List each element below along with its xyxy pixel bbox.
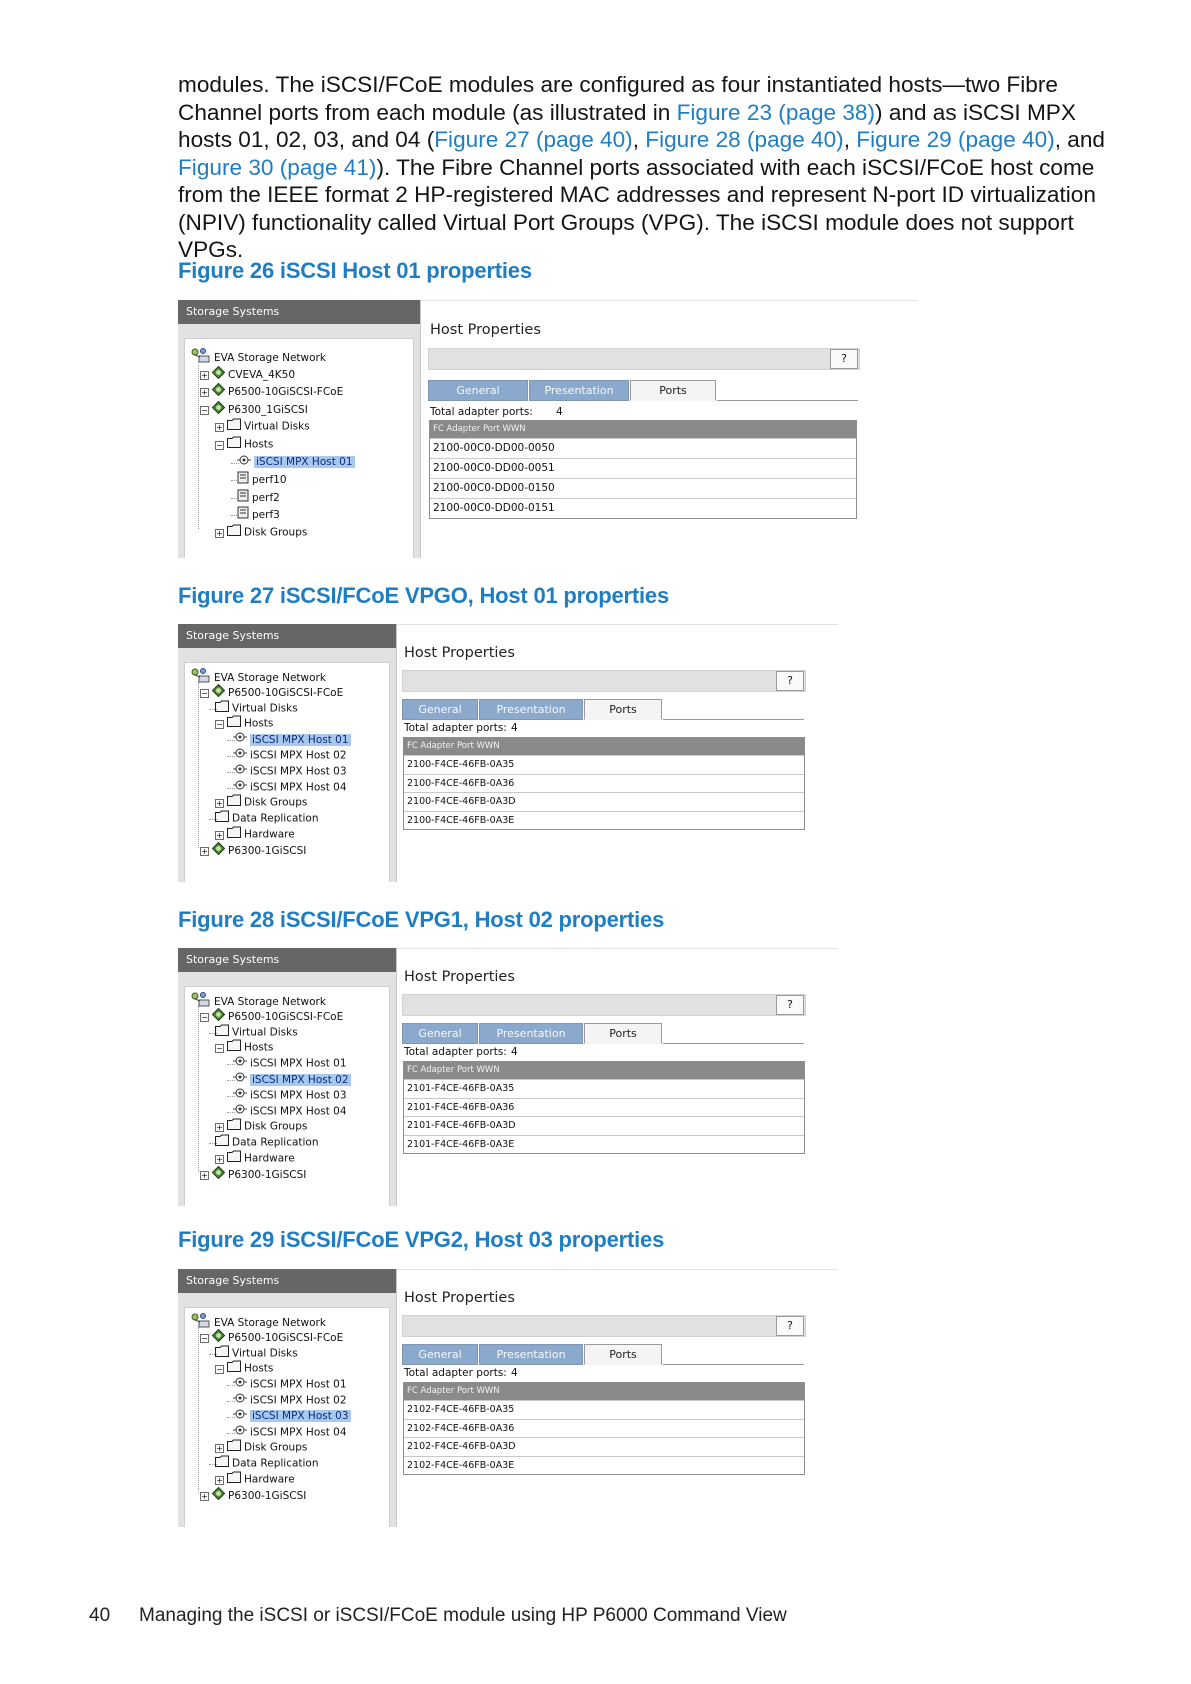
navigation-tree xyxy=(184,986,390,1206)
tree-item-p6300-1giscsi[interactable] xyxy=(200,401,308,418)
total-adapter-ports xyxy=(404,1046,604,1058)
link-figure-23[interactable]: Figure 23 (page 38) xyxy=(676,99,876,125)
tree-item-eva-storage-network[interactable] xyxy=(191,1313,326,1330)
tree-item-label: Disk Groups xyxy=(244,1441,308,1454)
collapse-icon[interactable]: − xyxy=(216,440,223,450)
tree-item-hosts[interactable] xyxy=(215,1360,273,1377)
tree-item-label: iSCSI MPX Host 04 xyxy=(250,1426,347,1439)
tree-item-virtual-disks[interactable] xyxy=(215,418,310,435)
tree-item-label: Data Replication xyxy=(232,812,319,825)
page-number: 40 xyxy=(89,1605,111,1626)
table-header: FC Adapter Port WWN xyxy=(404,1382,804,1400)
tree-item-label: P6500-10GiSCSI-FCoE xyxy=(228,1010,344,1023)
tree-item-p6500-10giscsi-fcoe[interactable] xyxy=(200,1008,343,1025)
tree-item-label: perf3 xyxy=(252,509,280,522)
tree-item-label: Virtual Disks xyxy=(244,420,310,433)
storage-systems-panel xyxy=(178,300,421,558)
tab-presentation[interactable]: Presentation xyxy=(529,380,629,401)
table-row[interactable]: 2101-F4CE-46FB-0A35 xyxy=(404,1079,804,1098)
tree-item-label: Hosts xyxy=(244,438,274,451)
expand-icon[interactable]: + xyxy=(201,370,208,380)
tree-item-label: P6300-1GiSCSI xyxy=(228,844,307,857)
tree-item-label: Data Replication xyxy=(232,1136,319,1149)
tree-item-hosts[interactable] xyxy=(215,1039,273,1056)
tab-ports[interactable]: Ports xyxy=(584,1344,662,1365)
tree-item-iscsi-mpx-host-03[interactable] xyxy=(233,763,347,780)
tree-item-p6500-10giscsi-fcoe[interactable] xyxy=(200,1329,343,1346)
tree-item-label: iSCSI MPX Host 03 xyxy=(252,1410,349,1423)
tree-item-iscsi-mpx-host-04[interactable] xyxy=(233,1103,347,1120)
collapse-icon[interactable]: − xyxy=(216,1043,223,1053)
table-row[interactable]: 2100-F4CE-46FB-0A3E xyxy=(404,811,804,830)
tree-item-hardware[interactable] xyxy=(215,1150,295,1167)
expand-icon[interactable]: + xyxy=(216,798,223,808)
folder-icon xyxy=(227,418,241,436)
total-adapter-ports-value: 4 xyxy=(511,1046,518,1058)
collapse-icon[interactable]: − xyxy=(201,1333,208,1343)
tree-item-disk-groups[interactable] xyxy=(215,794,307,811)
wwn-table xyxy=(429,420,857,519)
expand-icon[interactable]: + xyxy=(216,1475,223,1485)
help-button[interactable]: ? xyxy=(776,1316,804,1336)
expand-icon[interactable]: + xyxy=(201,846,208,856)
tree-item-label: Hardware xyxy=(244,1473,295,1486)
table-header: FC Adapter Port WWN xyxy=(404,737,804,755)
storage-systems-panel xyxy=(178,1269,397,1527)
property-tabs xyxy=(402,699,804,720)
page-footer xyxy=(89,1605,787,1627)
expand-icon[interactable]: + xyxy=(201,1491,208,1501)
toolbar xyxy=(428,348,860,370)
table-row[interactable]: 2102-F4CE-46FB-0A36 xyxy=(404,1419,804,1438)
storage-system-icon xyxy=(212,366,225,385)
tab-presentation[interactable]: Presentation xyxy=(479,1023,583,1044)
tree-item-label: P6500-10GiSCSI-FCoE xyxy=(228,1331,344,1344)
figure-28-caption: Figure 28 iSCSI/FCoE VPG1, Host 02 properties xyxy=(178,907,665,932)
link-figure-28[interactable]: Figure 28 (page 40) xyxy=(645,127,844,152)
tree-item-disk-groups[interactable] xyxy=(215,524,307,541)
tree-item-label: iSCSI MPX Host 04 xyxy=(250,1105,347,1118)
figure-29-screenshot xyxy=(178,1269,838,1527)
help-button[interactable]: ? xyxy=(776,671,804,691)
wwn-table xyxy=(403,1061,805,1154)
tree-item-iscsi-mpx-host-02[interactable] xyxy=(233,747,347,764)
tree-item-label: Virtual Disks xyxy=(232,702,298,715)
tree-item-virtual-disks[interactable] xyxy=(215,1345,298,1362)
expand-icon[interactable]: + xyxy=(216,1443,223,1453)
navigation-tree xyxy=(184,662,390,882)
storage-system-icon xyxy=(212,842,225,861)
figure-26-screenshot xyxy=(178,300,918,558)
tree-item-label: iSCSI MPX Host 03 xyxy=(250,765,347,778)
tree-item-hosts[interactable] xyxy=(215,436,273,453)
total-adapter-ports-label: Total adapter ports: xyxy=(404,1046,507,1058)
tree-item-eva-storage-network[interactable] xyxy=(191,668,326,685)
table-row[interactable]: 2100-00C0-DD00-0050 xyxy=(430,438,856,458)
tree-item-label: iSCSI MPX Host 02 xyxy=(252,1073,349,1086)
tree-item-label: iSCSI MPX Host 04 xyxy=(250,781,347,794)
table-row[interactable]: 2100-F4CE-46FB-0A3D xyxy=(404,792,804,811)
table-row[interactable]: 2100-00C0-DD00-0151 xyxy=(430,498,856,518)
iscsi-host-icon xyxy=(237,454,251,472)
tree-item-data-replication[interactable] xyxy=(215,1134,319,1151)
tree-item-label: CVEVA_4K50 xyxy=(228,368,296,381)
total-adapter-ports-label: Total adapter ports: xyxy=(404,722,507,734)
panel-title: Storage Systems xyxy=(178,1269,396,1293)
tree-item-label: Disk Groups xyxy=(244,796,308,809)
tree-item-label: Hosts xyxy=(244,1362,274,1375)
link-figure-30[interactable]: Figure 30 (page 41) xyxy=(178,154,377,180)
tree-item-iscsi-mpx-host-01[interactable] xyxy=(233,731,351,748)
storage-system-icon xyxy=(212,1166,225,1185)
tree-item-label: P6500-10GiSCSI-FCoE xyxy=(228,386,344,399)
tree-item-hardware[interactable] xyxy=(215,826,295,843)
property-tabs xyxy=(402,1023,804,1044)
figure-28-screenshot xyxy=(178,948,838,1206)
tab-presentation[interactable]: Presentation xyxy=(479,1344,583,1365)
total-adapter-ports-value: 4 xyxy=(556,406,563,418)
tree-item-hardware[interactable] xyxy=(215,1471,295,1488)
tree-item-label: EVA Storage Network xyxy=(214,672,326,684)
tree-item-iscsi-mpx-host-01[interactable] xyxy=(233,1055,347,1072)
tab-presentation[interactable]: Presentation xyxy=(479,699,583,720)
tree-item-p6500-10giscsi-fcoe[interactable] xyxy=(200,383,343,400)
storage-system-icon xyxy=(212,383,225,402)
tree-item-label: iSCSI MPX Host 03 xyxy=(250,1089,347,1102)
total-adapter-ports-label: Total adapter ports: xyxy=(404,1367,507,1379)
folder-icon xyxy=(227,524,241,542)
link-figure-27[interactable]: Figure 27 (page 40) xyxy=(434,127,633,152)
tree-item-iscsi-mpx-host-03[interactable] xyxy=(233,1408,351,1425)
tree-item-label: Hardware xyxy=(244,828,295,841)
tab-general[interactable]: General xyxy=(402,1344,478,1365)
link-figure-29[interactable]: Figure 29 (page 40) xyxy=(856,127,1055,152)
figure-26-caption: Figure 26 iSCSI Host 01 properties xyxy=(178,258,532,283)
table-row[interactable]: 2101-F4CE-46FB-0A36 xyxy=(404,1098,804,1117)
tree-item-iscsi-mpx-host-01[interactable] xyxy=(237,454,355,471)
tree-item-iscsi-mpx-host-04[interactable] xyxy=(233,779,347,796)
storage-system-icon xyxy=(212,401,225,420)
tree-item-label: P6300_1GiSCSI xyxy=(228,403,308,416)
help-button[interactable]: ? xyxy=(776,995,804,1015)
tree-item-label: Hardware xyxy=(244,1152,295,1165)
tree-item-label: iSCSI MPX Host 02 xyxy=(250,749,347,762)
tree-item-label: perf2 xyxy=(252,491,280,504)
tree-item-label: P6300-1GiSCSI xyxy=(228,1489,307,1502)
figure-29-caption: Figure 29 iSCSI/FCoE VPG2, Host 03 properties xyxy=(178,1227,665,1252)
total-adapter-ports xyxy=(404,722,604,734)
tree-item-perf10[interactable] xyxy=(237,471,287,488)
intro-paragraph: modules. The iSCSI/FCoE modules are configured as four instantiated hosts—two Fibre Channel ports from each module (as illustrated in Figure 23 (page 38)) and as iSCSI MPX hosts 01, 02, 03, and 04 (Figure 27 (page 40), Figure 28 (page 40), Figure 29 (page 40), and Figure 30 (page 41)). The Fibre Channel ports associated with each iSCSI/FCoE host come from the IEEE format 2 HP-registered MAC addresses and represent N-port ID virtualization (NPIV) functionality called Virtual Port Groups (VPG). The iSCSI module does not support VPGs. xyxy=(178,72,1105,262)
table-row[interactable]: 2100-F4CE-46FB-0A36 xyxy=(404,774,804,793)
toolbar xyxy=(402,1315,806,1337)
tree-item-iscsi-mpx-host-04[interactable] xyxy=(233,1424,347,1441)
storage-system-icon xyxy=(212,1487,225,1506)
tree-item-label: EVA Storage Network xyxy=(214,352,326,364)
tree-item-iscsi-mpx-host-02[interactable] xyxy=(233,1392,347,1409)
panel-title: Storage Systems xyxy=(178,948,396,972)
tree-item-label: iSCSI MPX Host 01 xyxy=(252,733,349,746)
table-row[interactable]: 2100-00C0-DD00-0051 xyxy=(430,458,856,478)
tree-item-label: P6300-1GiSCSI xyxy=(228,1168,307,1181)
host-properties-title: Host Properties xyxy=(430,322,541,338)
tree-item-label: EVA Storage Network xyxy=(214,996,326,1008)
expand-icon[interactable]: + xyxy=(201,388,208,398)
tree-item-disk-groups[interactable] xyxy=(215,1118,307,1135)
tree-item-eva-storage-network[interactable] xyxy=(191,992,326,1009)
collapse-icon[interactable]: − xyxy=(201,688,208,698)
tree-item-label: perf10 xyxy=(252,474,287,487)
tab-general[interactable]: General xyxy=(402,1023,478,1044)
table-row[interactable]: 2101-F4CE-46FB-0A3D xyxy=(404,1116,804,1135)
collapse-icon[interactable]: − xyxy=(216,1364,223,1374)
navigation-tree xyxy=(184,338,414,558)
tree-item-label: iSCSI MPX Host 01 xyxy=(250,1057,347,1070)
figure-27-screenshot xyxy=(178,624,838,882)
tab-general[interactable]: General xyxy=(428,380,528,401)
table-header: FC Adapter Port WWN xyxy=(430,420,856,438)
table-row[interactable]: 2100-00C0-DD00-0150 xyxy=(430,478,856,498)
tree-item-label: Disk Groups xyxy=(244,1120,308,1133)
collapse-icon[interactable]: − xyxy=(201,1012,208,1022)
tree-item-p6300-1giscsi[interactable] xyxy=(200,842,306,859)
storage-systems-panel xyxy=(178,948,397,1206)
expand-icon[interactable]: + xyxy=(216,528,223,538)
total-adapter-ports-value: 4 xyxy=(511,1367,518,1379)
tree-item-label: Disk Groups xyxy=(244,526,308,539)
host-properties-title: Host Properties xyxy=(404,969,515,985)
property-tabs xyxy=(428,380,858,401)
tree-item-perf3[interactable] xyxy=(237,506,280,523)
table-row[interactable]: 2102-F4CE-46FB-0A3E xyxy=(404,1456,804,1475)
table-row[interactable]: 2102-F4CE-46FB-0A3D xyxy=(404,1437,804,1456)
tree-item-label: iSCSI MPX Host 01 xyxy=(250,1378,347,1391)
tree-item-eva-storage-network[interactable] xyxy=(191,348,326,365)
collapse-icon[interactable]: − xyxy=(201,405,208,415)
tab-ports[interactable]: Ports xyxy=(630,380,716,401)
tree-item-data-replication[interactable] xyxy=(215,810,319,827)
toolbar xyxy=(402,670,806,692)
tree-item-label: iSCSI MPX Host 02 xyxy=(250,1394,347,1407)
table-header: FC Adapter Port WWN xyxy=(404,1061,804,1079)
tab-general[interactable]: General xyxy=(402,699,478,720)
expand-icon[interactable]: + xyxy=(216,1154,223,1164)
toolbar xyxy=(402,994,806,1016)
tree-item-label: P6500-10GiSCSI-FCoE xyxy=(228,686,344,699)
table-row[interactable]: 2100-F4CE-46FB-0A35 xyxy=(404,755,804,774)
storage-systems-panel xyxy=(178,624,397,882)
tree-item-virtual-disks[interactable] xyxy=(215,1024,298,1041)
tree-item-p6300-1giscsi[interactable] xyxy=(200,1166,306,1183)
total-adapter-ports xyxy=(430,406,630,418)
table-row[interactable]: 2101-F4CE-46FB-0A3E xyxy=(404,1135,804,1154)
tree-item-label: Virtual Disks xyxy=(232,1347,298,1360)
tab-ports[interactable]: Ports xyxy=(584,1023,662,1044)
wwn-table xyxy=(403,1382,805,1475)
wwn-table xyxy=(403,737,805,830)
tree-item-hosts[interactable] xyxy=(215,715,273,732)
panel-title: Storage Systems xyxy=(178,624,396,648)
help-button[interactable]: ? xyxy=(830,349,858,369)
figure-27-caption: Figure 27 iSCSI/FCoE VPGO, Host 01 properties xyxy=(178,583,670,608)
tree-item-perf2[interactable] xyxy=(237,489,280,506)
expand-icon[interactable]: + xyxy=(216,830,223,840)
host-properties-title: Host Properties xyxy=(404,1290,515,1306)
footer-text: Managing the iSCSI or iSCSI/FCoE module using HP P6000 Command View xyxy=(139,1605,787,1626)
tree-item-label: iSCSI MPX Host 01 xyxy=(256,456,353,469)
tree-item-iscsi-mpx-host-02[interactable] xyxy=(233,1071,351,1088)
tree-item-iscsi-mpx-host-01[interactable] xyxy=(233,1376,347,1393)
tree-item-data-replication[interactable] xyxy=(215,1455,319,1472)
folder-icon xyxy=(227,436,241,454)
property-tabs xyxy=(402,1344,804,1365)
tree-item-label: Hosts xyxy=(244,1041,274,1054)
expand-icon[interactable]: + xyxy=(201,1170,208,1180)
total-adapter-ports-label: Total adapter ports: xyxy=(430,406,533,418)
tree-item-label: EVA Storage Network xyxy=(214,1317,326,1329)
expand-icon[interactable]: + xyxy=(216,422,223,432)
panel-title: Storage Systems xyxy=(178,300,420,324)
tree-item-label: Data Replication xyxy=(232,1457,319,1470)
total-adapter-ports-value: 4 xyxy=(511,722,518,734)
tree-item-label: Hosts xyxy=(244,717,274,730)
tree-item-cveva-4k50[interactable] xyxy=(200,366,295,383)
tree-item-label: Virtual Disks xyxy=(232,1026,298,1039)
tab-ports[interactable]: Ports xyxy=(584,699,662,720)
total-adapter-ports xyxy=(404,1367,604,1379)
host-properties-title: Host Properties xyxy=(404,645,515,661)
expand-icon[interactable]: + xyxy=(216,1122,223,1132)
tree-item-p6500-10giscsi-fcoe[interactable] xyxy=(200,684,343,701)
tree-item-disk-groups[interactable] xyxy=(215,1439,307,1456)
navigation-tree xyxy=(184,1307,390,1527)
table-row[interactable]: 2102-F4CE-46FB-0A35 xyxy=(404,1400,804,1419)
tree-item-virtual-disks[interactable] xyxy=(215,700,298,717)
tree-item-p6300-1giscsi[interactable] xyxy=(200,1487,306,1504)
collapse-icon[interactable]: − xyxy=(216,719,223,729)
tree-item-iscsi-mpx-host-03[interactable] xyxy=(233,1087,347,1104)
